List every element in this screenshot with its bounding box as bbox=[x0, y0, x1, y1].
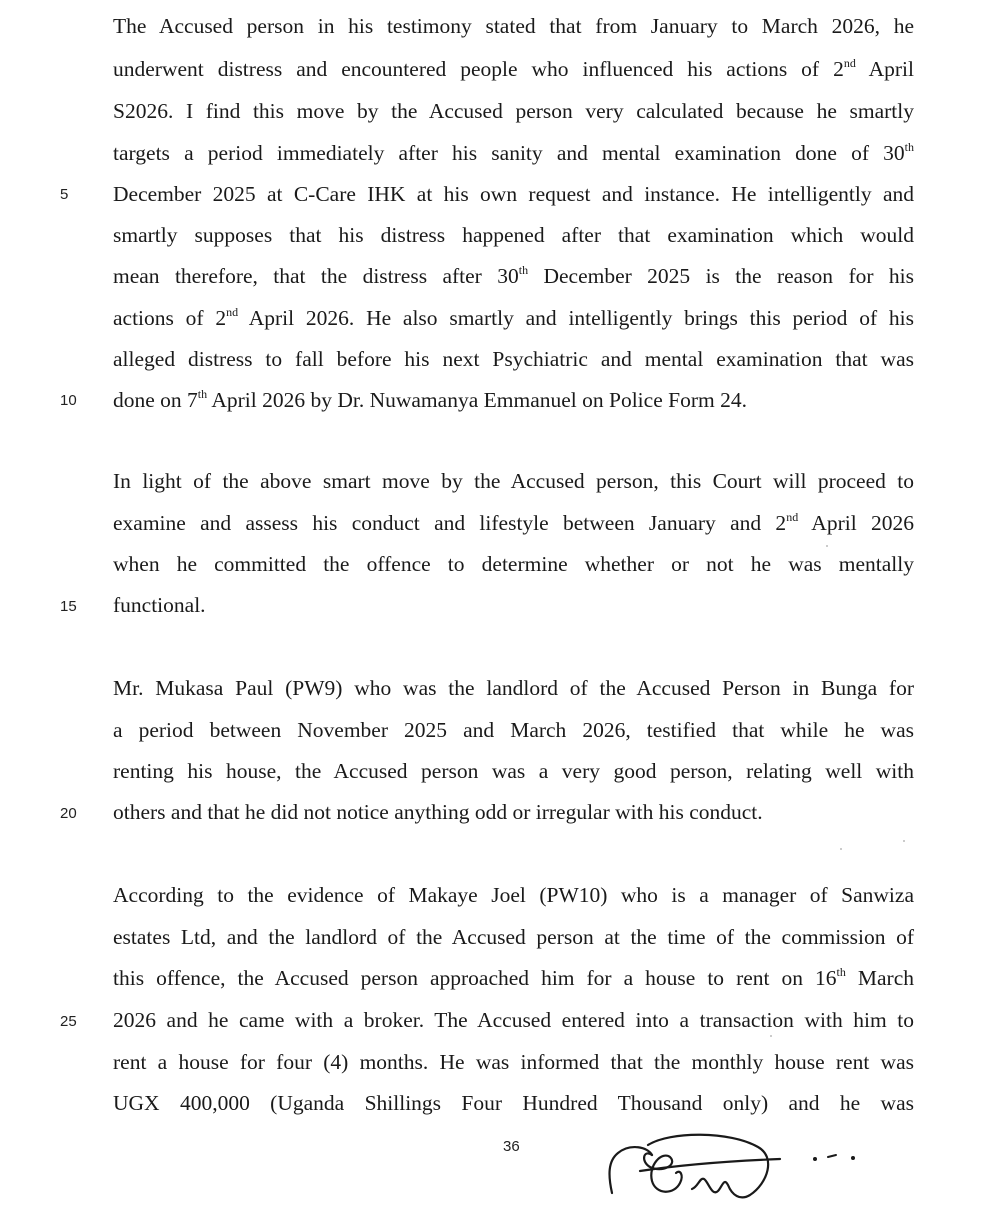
signature-icon bbox=[600, 1125, 880, 1205]
text-line: this offence, the Accused person approached him for a house to rent on 16th March bbox=[113, 965, 914, 990]
text-line: alleged distress to fall before his next Psychiatric and mental examination that was bbox=[113, 347, 914, 371]
text-line: 2026 and he came with a broker. The Accused entered into a transaction with him to bbox=[113, 1008, 914, 1032]
line-number: 20 bbox=[60, 805, 77, 822]
text-line: mean therefore, that the distress after 30th December 2025 is the reason for his bbox=[113, 263, 914, 288]
text-line: actions of 2nd April 2026. He also smartly and intelligently brings this period of his bbox=[113, 305, 915, 330]
scan-artifact bbox=[770, 1035, 772, 1037]
text-line: when he committed the offence to determine whether or not he was mentally bbox=[113, 552, 914, 576]
page-number: 36 bbox=[503, 1138, 520, 1155]
text-line: targets a period immediately after his sanity and mental examination done of 30th bbox=[113, 140, 914, 165]
line-number: 15 bbox=[60, 598, 77, 615]
text-line: smartly supposes that his distress happened after that examination which would bbox=[113, 223, 914, 247]
text-line: done on 7th April 2026 by Dr. Nuwamanya Emmanuel on Police Form 24. bbox=[113, 387, 747, 412]
scan-artifact bbox=[826, 545, 828, 547]
line-number: 25 bbox=[60, 1013, 77, 1030]
text-line: examine and assess his conduct and lifestyle between January and 2nd April 2026 bbox=[113, 510, 914, 535]
scan-artifact bbox=[840, 848, 842, 850]
line-number: 5 bbox=[60, 186, 69, 203]
text-line: renting his house, the Accused person was a very good person, relating well with bbox=[113, 759, 914, 783]
text-line: a period between November 2025 and March 2026, testified that while he was bbox=[113, 718, 914, 742]
scan-artifact bbox=[903, 840, 905, 842]
text-line: estates Ltd, and the landlord of the Accused person at the time of the commission of bbox=[113, 925, 914, 949]
text-line: UGX 400,000 (Uganda Shillings Four Hundred Thousand only) and he was bbox=[113, 1091, 914, 1115]
text-line: December 2025 at C-Care IHK at his own request and instance. He intelligently and bbox=[113, 182, 914, 206]
text-line: According to the evidence of Makaye Joel (PW10) who is a manager of Sanwiza bbox=[113, 883, 914, 907]
text-line: underwent distress and encountered people who influenced his actions of 2nd April bbox=[113, 56, 915, 81]
text-line: S2026. I find this move by the Accused person very calculated because he smartly bbox=[113, 99, 914, 123]
text-line: functional. bbox=[113, 593, 206, 617]
text-line: In light of the above smart move by the Accused person, this Court will proceed to bbox=[113, 469, 914, 493]
text-line: rent a house for four (4) months. He was informed that the monthly house rent was bbox=[113, 1050, 914, 1074]
line-number: 10 bbox=[60, 392, 77, 409]
text-line: others and that he did not notice anything odd or irregular with his conduct. bbox=[113, 800, 763, 824]
text-line: The Accused person in his testimony stated that from January to March 2026, he bbox=[113, 14, 914, 38]
text-line: Mr. Mukasa Paul (PW9) who was the landlord of the Accused Person in Bunga for bbox=[113, 676, 914, 700]
